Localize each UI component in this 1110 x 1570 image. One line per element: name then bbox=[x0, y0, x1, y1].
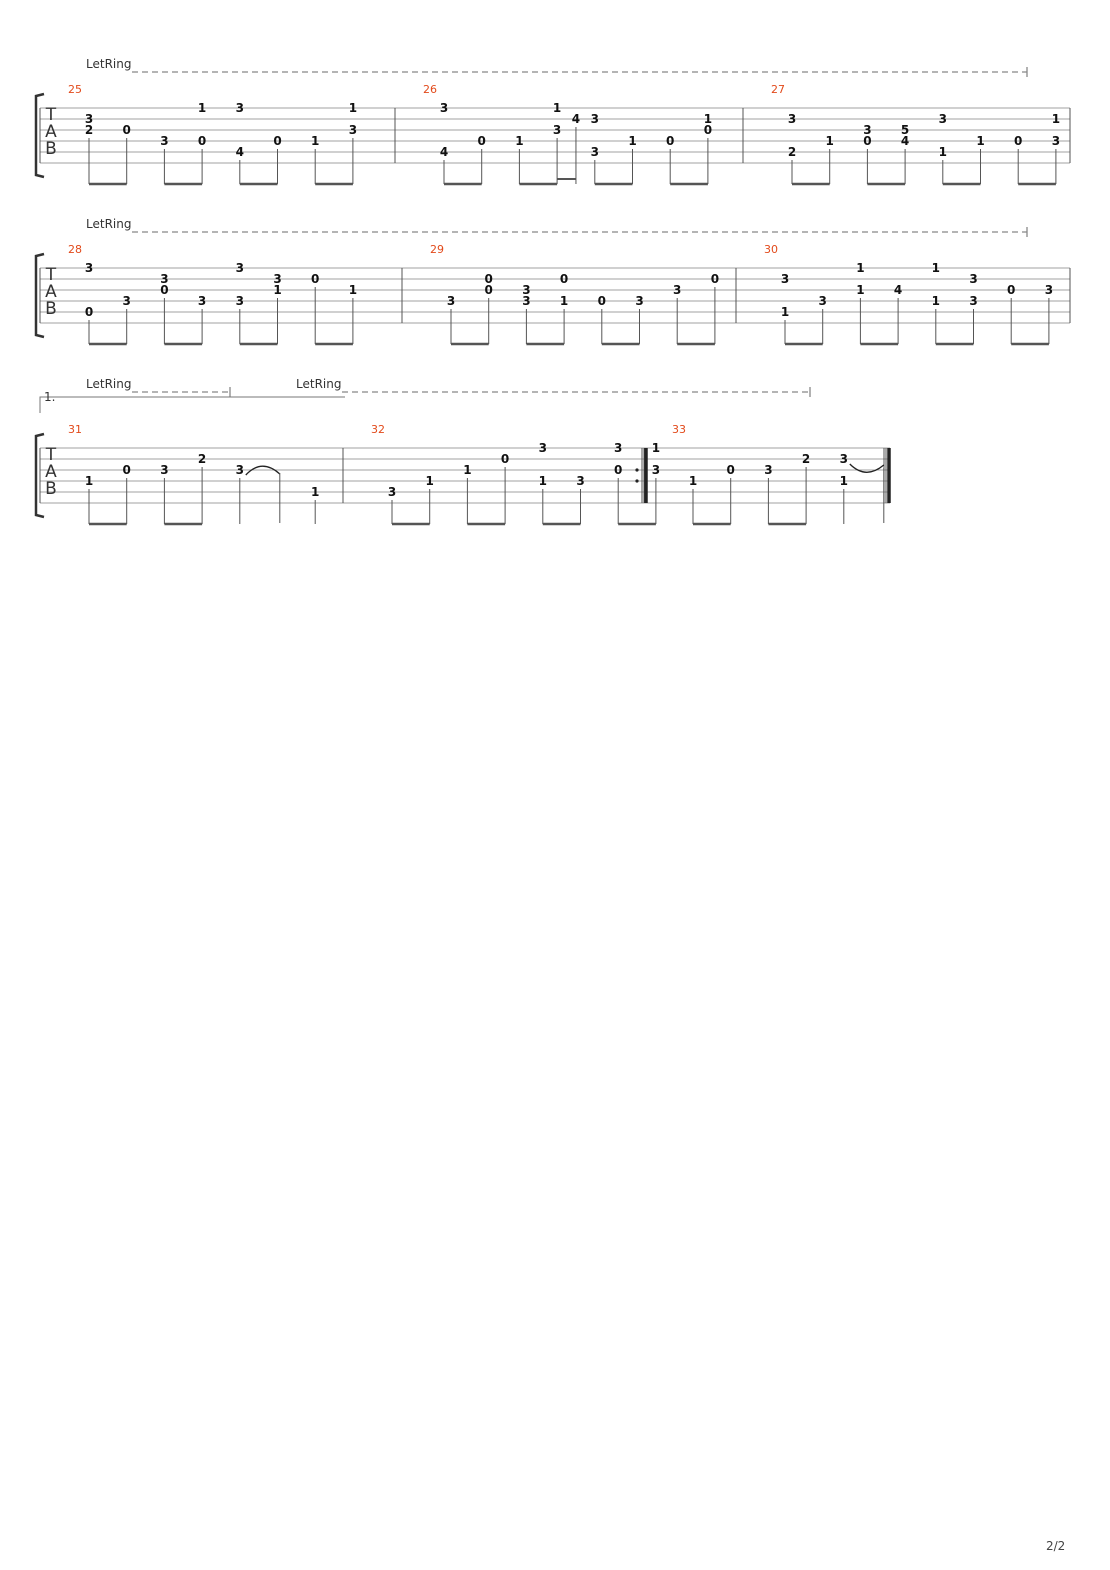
fret-number: 0 bbox=[500, 452, 510, 466]
fret-number: 3 bbox=[235, 101, 244, 115]
fret-number: 1 bbox=[856, 283, 865, 297]
fret-number: 1 bbox=[559, 294, 569, 308]
fret-number: 2 bbox=[197, 452, 207, 466]
tie bbox=[850, 464, 884, 472]
fret-number: 1 bbox=[703, 112, 713, 126]
fret-number: 3 bbox=[1051, 134, 1061, 148]
fret-number: 3 bbox=[614, 441, 623, 455]
fret-number: 3 bbox=[235, 294, 244, 308]
fret-number: 1 bbox=[628, 134, 637, 148]
fret-number: 4 bbox=[439, 145, 449, 159]
fret-number: 0 bbox=[726, 463, 735, 477]
fret-number: 3 bbox=[590, 112, 599, 126]
fret-number: 3 bbox=[863, 123, 872, 137]
let-ring-label: LetRing bbox=[296, 377, 342, 391]
fret-number: 3 bbox=[160, 134, 169, 148]
fret-number: 3 bbox=[122, 294, 131, 308]
fret-number: 3 bbox=[160, 463, 169, 477]
fret-number: 2 bbox=[787, 145, 797, 159]
fret-number: 3 bbox=[446, 294, 456, 308]
measure bbox=[430, 243, 719, 344]
fret-number: 3 bbox=[160, 272, 169, 286]
fret-number: 0 bbox=[197, 134, 207, 148]
tie bbox=[246, 466, 280, 475]
fret-number: 0 bbox=[84, 305, 94, 319]
fret-number: 0 bbox=[1007, 283, 1016, 297]
fret-number: 1 bbox=[84, 474, 94, 488]
tab-clef-t: T bbox=[45, 105, 57, 125]
fret-number: 0 bbox=[559, 272, 569, 286]
fret-number: 3 bbox=[348, 123, 358, 137]
fret-number: 3 bbox=[538, 441, 547, 455]
fret-number: 0 bbox=[160, 283, 169, 297]
repeat-dot bbox=[635, 468, 638, 471]
fret-number: 3 bbox=[522, 283, 531, 297]
fret-number: 0 bbox=[597, 294, 606, 308]
fret-number: 3 bbox=[84, 112, 94, 126]
fret-number: 0 bbox=[863, 134, 872, 148]
measure bbox=[764, 243, 1053, 344]
fret-number: 3 bbox=[673, 283, 682, 297]
measure-number: 28 bbox=[68, 243, 82, 256]
fret-number: 1 bbox=[931, 261, 940, 275]
fret-number: 1 bbox=[311, 485, 320, 499]
measure-number: 25 bbox=[68, 83, 82, 96]
measure bbox=[771, 83, 1060, 184]
fret-number: 0 bbox=[311, 272, 320, 286]
fret-number: 3 bbox=[522, 294, 531, 308]
fret-number: 4 bbox=[571, 112, 581, 126]
fret-number: 1 bbox=[515, 134, 524, 148]
measure-number: 27 bbox=[771, 83, 785, 96]
fret-number: 3 bbox=[439, 101, 449, 115]
measure-number: 32 bbox=[371, 423, 385, 436]
fret-number: 1 bbox=[348, 283, 358, 297]
measure bbox=[68, 83, 357, 184]
fret-number: 3 bbox=[387, 485, 397, 499]
fret-number: 3 bbox=[197, 294, 207, 308]
fret-number: 0 bbox=[122, 123, 131, 137]
fret-number: 3 bbox=[969, 272, 978, 286]
measure bbox=[371, 423, 660, 524]
measure-number: 29 bbox=[430, 243, 444, 256]
volta-bracket bbox=[40, 397, 345, 413]
fret-number: 3 bbox=[938, 112, 947, 126]
fret-number: 1 bbox=[856, 261, 865, 275]
tab-clef-b: B bbox=[45, 139, 57, 159]
fret-number: 1 bbox=[931, 294, 940, 308]
tab-system bbox=[36, 377, 890, 524]
fret-number: 1 bbox=[1051, 112, 1061, 126]
volta-label: 1. bbox=[44, 390, 56, 404]
measure bbox=[423, 83, 712, 184]
fret-number: 1 bbox=[825, 134, 834, 148]
fret-number: 3 bbox=[235, 463, 244, 477]
fret-number: 1 bbox=[425, 474, 434, 488]
fret-number: 1 bbox=[688, 474, 698, 488]
fret-number: 4 bbox=[900, 134, 910, 148]
fret-number: 3 bbox=[273, 272, 282, 286]
measure-number: 30 bbox=[764, 243, 778, 256]
measure-number: 26 bbox=[423, 83, 437, 96]
tab-clef-a: A bbox=[45, 282, 57, 302]
fret-number: 0 bbox=[477, 134, 486, 148]
measure-number: 31 bbox=[68, 423, 82, 436]
fret-number: 3 bbox=[839, 452, 848, 466]
fret-number: 0 bbox=[484, 272, 493, 286]
measure bbox=[68, 423, 319, 524]
fret-number: 3 bbox=[84, 261, 94, 275]
fret-number: 1 bbox=[780, 305, 790, 319]
fret-number: 2 bbox=[84, 123, 94, 137]
tab-system bbox=[36, 217, 1070, 344]
tab-clef-t: T bbox=[45, 265, 57, 285]
repeat-dot bbox=[635, 479, 638, 482]
fret-number: 1 bbox=[552, 101, 562, 115]
fret-number: 3 bbox=[235, 261, 244, 275]
fret-number: 4 bbox=[235, 145, 244, 159]
page-number: 2/2 bbox=[1046, 1539, 1066, 1553]
tab-clef-a: A bbox=[45, 462, 57, 482]
fret-number: 1 bbox=[651, 441, 661, 455]
fret-number: 3 bbox=[552, 123, 562, 137]
tab-clef-t: T bbox=[45, 445, 57, 465]
fret-number: 3 bbox=[1044, 283, 1054, 297]
fret-number: 1 bbox=[938, 145, 947, 159]
fret-number: 3 bbox=[780, 272, 790, 286]
fret-number: 0 bbox=[710, 272, 720, 286]
fret-number: 4 bbox=[893, 283, 903, 297]
fret-number: 1 bbox=[839, 474, 848, 488]
fret-number: 3 bbox=[635, 294, 644, 308]
tab-clef-b: B bbox=[45, 299, 57, 319]
fret-number: 1 bbox=[197, 101, 207, 115]
measure bbox=[68, 243, 357, 344]
let-ring-label: LetRing bbox=[86, 377, 132, 391]
fret-number: 0 bbox=[484, 283, 493, 297]
fret-number: 3 bbox=[576, 474, 585, 488]
fret-number: 1 bbox=[273, 283, 282, 297]
fret-number: 5 bbox=[900, 123, 910, 137]
fret-number: 0 bbox=[703, 123, 713, 137]
fret-number: 1 bbox=[311, 134, 320, 148]
tab-system bbox=[36, 57, 1070, 184]
fret-number: 0 bbox=[1014, 134, 1023, 148]
fret-number: 1 bbox=[348, 101, 358, 115]
tab-clef-a: A bbox=[45, 122, 57, 142]
fret-number: 1 bbox=[463, 463, 472, 477]
fret-number: 0 bbox=[614, 463, 623, 477]
fret-number: 1 bbox=[538, 474, 547, 488]
fret-number: 3 bbox=[787, 112, 797, 126]
fret-number: 3 bbox=[764, 463, 773, 477]
fret-number: 3 bbox=[651, 463, 661, 477]
fret-number: 0 bbox=[666, 134, 675, 148]
fret-number: 0 bbox=[273, 134, 282, 148]
fret-number: 3 bbox=[969, 294, 978, 308]
fret-number: 0 bbox=[122, 463, 131, 477]
let-ring-label: LetRing bbox=[86, 57, 132, 71]
fret-number: 1 bbox=[976, 134, 985, 148]
fret-number: 3 bbox=[590, 145, 599, 159]
fret-number: 3 bbox=[818, 294, 827, 308]
measure bbox=[672, 423, 848, 524]
let-ring-label: LetRing bbox=[86, 217, 132, 231]
fret-number: 2 bbox=[801, 452, 811, 466]
measure-number: 33 bbox=[672, 423, 686, 436]
tab-clef-b: B bbox=[45, 479, 57, 499]
